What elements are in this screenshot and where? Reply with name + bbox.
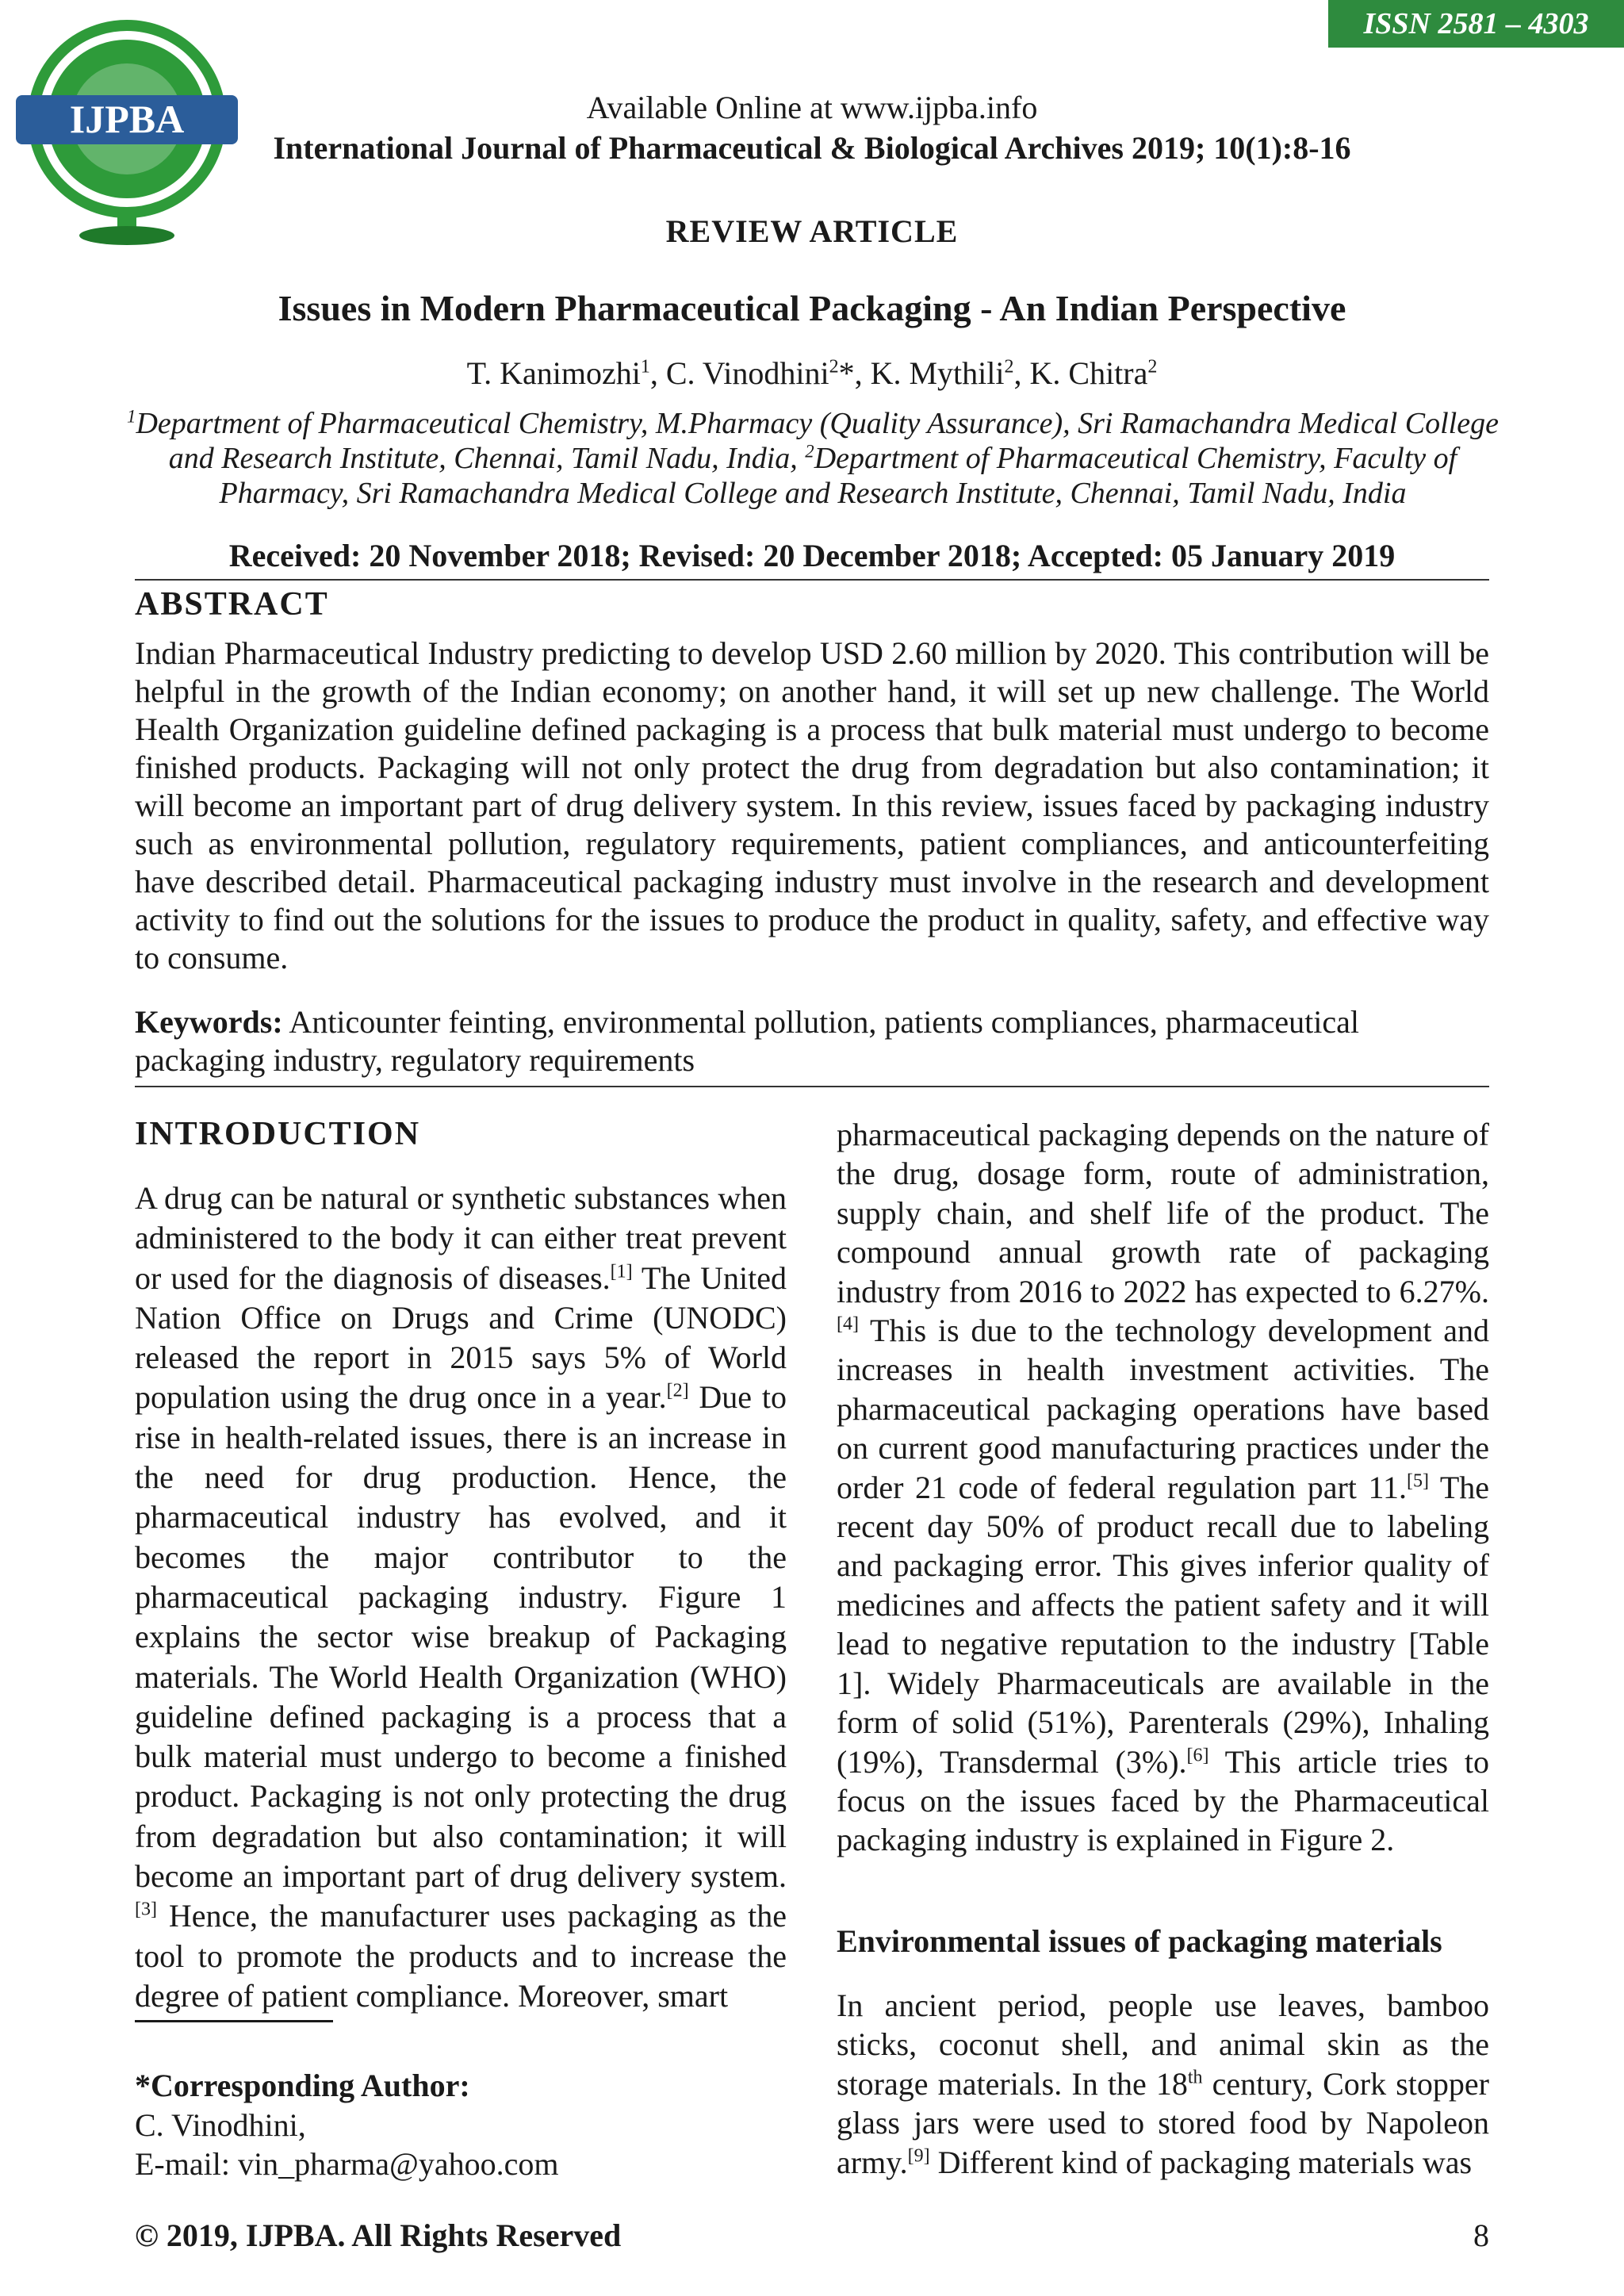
affiliation-text: Department of Pharmaceutical Chemistry, M.Pharmacy (Quality Assurance), Sri Ramachandra Medical College and Research Institute, Chennai, Tamil Nadu, India, [136,407,1499,475]
citation: [2] [666,1381,689,1402]
body-text: In ancient period, people use leaves, bamboo sticks, coconut shell, and animal skin as the storage materials. In the 18 [837,1987,1489,2102]
affiliations [119,406,1507,511]
affil-sup: 2 [805,441,814,462]
corresponding-author-name: C. Vinodhini, [135,2107,306,2143]
citation: [5] [1407,1470,1429,1492]
body-text: The recent day 50% of product recall due to labeling and packaging error. This gives inferior quality of medicines and affects the patient safety and it will lead to negative reputation to the industry [Table 1]. Widely Pharmaceuticals are available in the form of solid (51%), Parenterals (29%), Inhaling (19%), Transdermal (3%). [837,1469,1490,1780]
author-affil-sup: 2 [829,356,839,378]
affiliation-text: Department of Pharmaceutical Chemistry, Faculty of Pharmacy, Sri Ramachandra Medical College and Research Institute, Chennai, Tamil Nadu, India [219,442,1457,510]
author-list [0,355,1624,392]
logo-text: IJPBA [69,97,185,141]
journal-citation: International Journal of Pharmaceutical & Biological Archives 2019; 10(1):8-16 [273,130,1351,166]
keywords-label: Keywords: [135,1004,283,1040]
body-text: This is due to the technology development and increases in health investment activities. The pharmaceutical packaging operations have based on current good manufacturing practices under the order 21 code of federal regulation part 11. [837,1313,1489,1505]
author-name: K. Mythili [870,355,1005,391]
divider [135,1086,1489,1087]
author-name: C. Vinodhini [665,355,829,391]
author-affil-sup: 2 [1147,356,1158,378]
author-sep: , [649,355,666,391]
environmental-heading: Environmental issues of packaging materials [837,1923,1442,1959]
superscript: th [1187,2067,1203,2088]
divider [135,579,1489,581]
affil-sup: 1 [127,406,136,427]
page-number: 8 [1473,2217,1489,2253]
author-affil-sup: 2 [1004,356,1014,378]
body-text: century, Cork stopper glass jars were used to stored food by Napoleon army. [837,2065,1489,2180]
body-text: Different kind of packaging materials was [929,2144,1473,2180]
article-type: REVIEW ARTICLE [665,213,959,249]
available-online: Available Online at www.ijpba.info [586,90,1038,125]
body-text: Due to rise in health-related issues, there is an increase in the need for drug production. Hence, the pharmaceutical industry has evolved, and it becomes the major contributor to the pharmaceutical packaging industry. Figure 1 explains the sector wise breakup of Packaging materials. The World Health Organization (WHO) guideline defined packaging is a process that a bulk material must undergo to become a finished product. Packaging is not only protecting the drug from degradation but also contamination; it will become an important part of drug delivery system. [135,1379,787,1895]
body-text: Hence, the manufacturer uses packaging as the tool to promote the products and to increase the degree of patient compliance. Moreover, smart [135,1898,787,2014]
abstract-text: Indian Pharmaceutical Industry predicting to develop USD 2.60 million by 2020. This contribution will be helpful in the growth of the Indian economy; on another hand, it will set up new challenge. The World Health Organization guideline defined packaging is a process that bulk material must undergo to become finished products. Packaging will not only protect the drug from degradation but also contamination; it will become an important part of drug delivery system. In this review, issues faced by packaging industry such as environmental pollution, regulatory requirements, patient compliances, and anticounterfeiting have described detail. Pharmaceutical packaging industry must involve in the research and development activity to find out the solutions for the issues to produce the product in quality, safety, and effective way to consume. [135,635,1489,976]
introduction-right-column [837,1115,1489,1860]
citation: [3] [135,1899,157,1921]
corresponding-author-email[interactable]: E-mail: vin_pharma@yahoo.com [135,2146,559,2182]
citation: [1] [610,1261,633,1282]
keywords [135,1003,1489,1079]
corresponding-author-label: *Corresponding Author: [135,2068,470,2103]
author-name: K. Chitra [1029,355,1148,391]
body-text: pharmaceutical packaging depends on the nature of the drug, dosage form, route of administration, supply chain, and shelf life of the product. The compound annual growth rate of packaging industry from 2016 to 2022 has expected to 6.27%. [837,1117,1489,1309]
body-text: This article tries to focus on the issues faced by the Pharmaceutical packaging industry is explained in Figure 2. [837,1743,1490,1858]
body-text: A drug can be natural or synthetic substances when administered to the body it can either treat prevent or used for the diagnosis of diseases. [135,1180,787,1296]
introduction-heading: INTRODUCTION [135,1116,421,1152]
copyright: © 2019, IJPBA. All Rights Reserved [135,2217,622,2253]
issn-badge: ISSN 2581 – 4303 [1328,0,1624,48]
environmental-text [837,1986,1489,2182]
author-sep: *, [838,355,871,391]
citation: [9] [907,2145,930,2167]
author-sep: , [1013,355,1030,391]
footnote-rule [135,2020,333,2022]
citation: [4] [837,1313,859,1335]
article-dates: Received: 20 November 2018; Revised: 20 December 2018; Accepted: 05 January 2019 [228,538,1396,573]
author-affil-sup: 1 [640,356,650,378]
body-text: The United Nation Office on Drugs and Crime (UNODC) released the report in 2015 says 5% of World population using the drug once in a year. [135,1259,787,1416]
author-name: T. Kanimozhi [466,355,641,391]
abstract-heading: ABSTRACT [135,586,329,623]
article-title: Issues in Modern Pharmaceutical Packaging - An Indian Perspective [278,288,1346,328]
keywords-text: Anticounter feinting, environmental pollution, patients compliances, pharmaceutical packaging industry, regulatory requirements [135,1004,1360,1078]
introduction-left-column [135,1179,787,2016]
citation: [6] [1186,1745,1209,1766]
